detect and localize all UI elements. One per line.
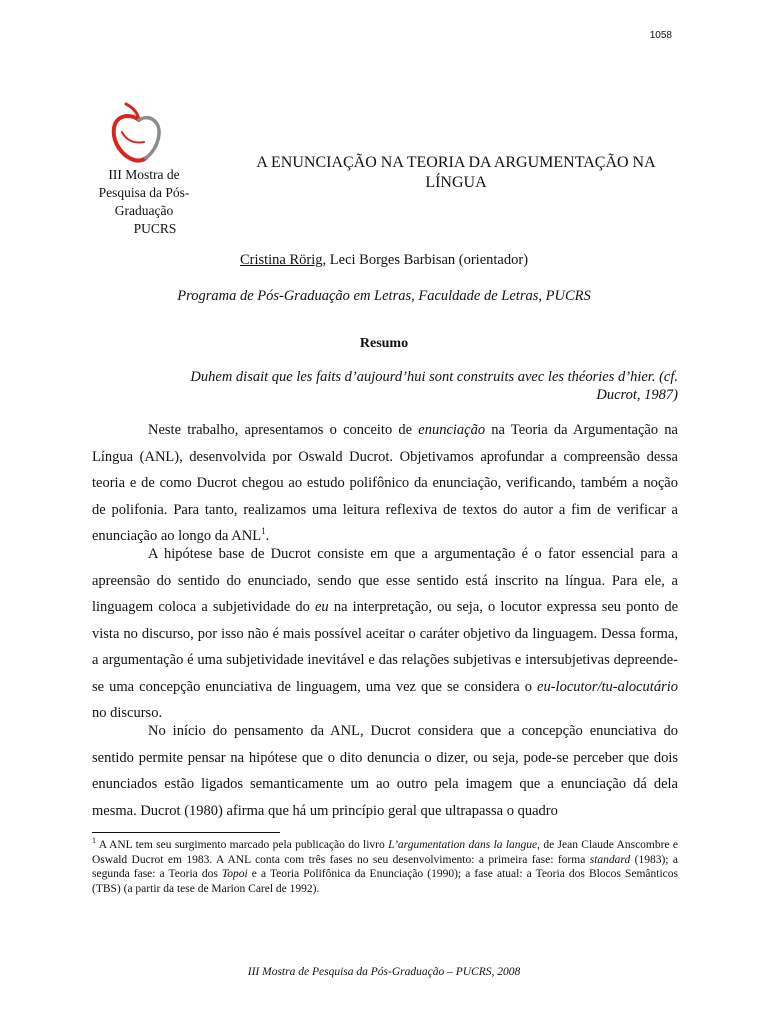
title-line: A ENUNCIAÇÃO NA TEORIA DA ARGUMENTAÇÃO NA: [256, 154, 656, 171]
term-eu: eu: [315, 599, 329, 615]
page-number: 1058: [649, 30, 672, 41]
term-topoi: Topoi: [221, 868, 248, 880]
main-author: Cristina Rörig: [239, 252, 323, 268]
term-standard: standard: [589, 853, 631, 866]
epigraph: [150, 368, 678, 404]
body-paragraph: [92, 541, 678, 727]
event-name-line: Pesquisa da Pós-: [98, 185, 190, 200]
epigraph-line: Duhem disait que les faits d’aujourd’hui sont construits avec les théories d’hier. (cf.: [190, 369, 678, 385]
event-name-line: Graduação: [114, 203, 174, 218]
apple-logo-icon: [104, 98, 166, 170]
title-line: LÍNGUA: [425, 174, 487, 191]
footnote-ref[interactable]: 1: [261, 526, 266, 537]
affiliation: Programa de Pós-Graduação em Letras, Faculdade de Letras, PUCRS: [177, 288, 591, 304]
event-name-line: III Mostra de: [108, 167, 180, 182]
event-name: [84, 166, 204, 238]
paper-title: [214, 153, 698, 193]
text-run: na interpretação, ou seja, o locutor expressa seu ponto de vista no discurso, por isso não é mais possível aceitar o caráter objetivo da linguagem. Dessa forma, a argumentação é uma subjetividade inevitável e das relações subjetivas e intersubjetivas depreende-se uma concepção enunciativa de linguagem, uma vez que se considera o: [92, 599, 679, 695]
event-name-line: PUCRS: [133, 221, 177, 236]
text-run: (1983); a segunda fase: a Teoria dos: [92, 853, 679, 880]
co-authors: , Leci Borges Barbisan (orientador): [322, 252, 529, 268]
authors: [92, 252, 676, 269]
text-run: A ANL tem seu surgimento marcado pela publicação do livro: [96, 839, 389, 851]
text-run: .: [265, 528, 270, 544]
term-enunciacao: enunciação: [418, 422, 486, 438]
text-run: e a Teoria Polifônica da Enunciação (1990); a fase atual: a Teoria dos Blocos Semânticos (TBS) (a partir da tese de Marion Carel de 1992).: [92, 868, 678, 895]
text-run: A hipótese base de Ducrot consiste em que a argumentação é o fator essencial para a apreensão do sentido do enunciado, sendo que esse sentido está inscrito na língua. Para ele, a linguagem coloca a subjetividade do: [92, 546, 678, 615]
footnote-divider: [92, 832, 280, 833]
term-eu-locutor: eu-locutor/tu-alocutário: [537, 678, 678, 695]
text-run: na Teoria da Argumentação na Língua (ANL), desenvolvida por Oswald Ducrot. Objetivamos aprofundar a compreensão dessa teoria e de como Ducrot chegou ao estudo polifônico da enunciação, verificando, também a noção de polifonia. Para tanto, realizamos uma leitura reflexiva de textos do autor a fim de verificar a enunciação ao longo da ANL: [92, 422, 678, 544]
epigraph-line: Ducrot, 1987): [596, 387, 678, 403]
body-paragraph: No início do pensamento da ANL, Ducrot considera que a concepção enunciativa do sentido permite pensar na hipótese que o dito denuncia o dizer, ou seja, pode-se perceber que dois enunciados estão ligados semanticamente um ao outro pela imagem que a enunciação dá dela mesma. Ducrot (1980) afirma que há um princípio geral que ultrapassa o quadro: [92, 723, 678, 819]
body-paragraph: [92, 417, 678, 550]
book-title: L’argumentation dans la langue: [388, 839, 538, 851]
footnote-mark: 1: [92, 836, 96, 846]
text-run: , de Jean Claude Anscombre e Oswald Ducrot em 1983. A ANL conta com três fases no seu desenvolvimento: a primeira fase: forma: [92, 839, 678, 866]
text-run: Neste trabalho, apresentamos o conceito de: [148, 422, 419, 438]
text-run: no discurso.: [92, 705, 163, 721]
abstract-heading: Resumo: [359, 336, 409, 351]
footnote: [92, 838, 678, 896]
page-footer: III Mostra de Pesquisa da Pós-Graduação – PUCRS, 2008: [247, 966, 521, 978]
